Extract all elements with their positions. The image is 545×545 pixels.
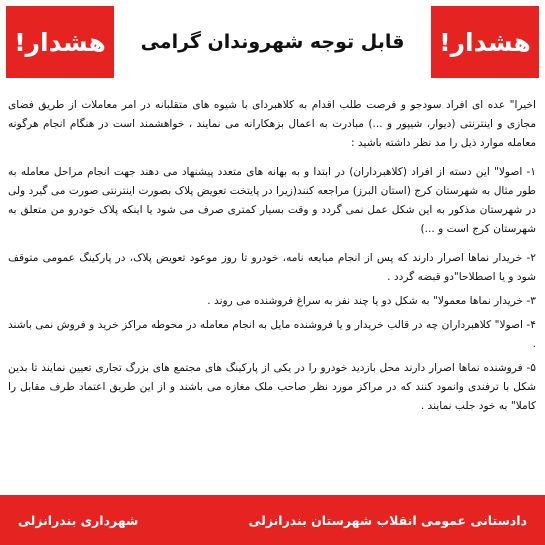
item-3: ۳- خریدار نماها معمولا" به شکل دو یا چند نفر به سراغ فروشنده می روند .: [207, 295, 536, 307]
item-4: ۴- اصولا" کلاهبرداران چه در قالب خریدار و یا فروشنده مایل به انجام معامله در محوطه مراکز خرید و فروش نمی باشند .: [8, 319, 536, 350]
warning-badge-left: هشدار!: [6, 6, 114, 78]
intro-paragraph: اخیرا" عده ای افراد سودجو و فرصت طلب اقدام به کلاهبردای با شیوه های متقلبانه در امر معاملات از طریق فضای مجازی و اینترنتی (دیوار، شیپور و ...) مبادرت به اعمال بزهکارانه می نمایند ، خواهشمند است در هنگام انجام هرگونه معامله موارد ذیل را مد نظر داشته باشید :: [8, 99, 536, 149]
footer-prosecutor: دادستانی عمومی انقلاب شهرستان بندرانزلی: [248, 512, 527, 528]
footer-bar: [0, 495, 545, 545]
item-5: ۵- فروشنده نماها اصرار دارند محل بازدید خودرو را در یکی از پارکینگ های مجتمع های بزرگ تجاری تعیین نمایند تا بدین شکل با ترفندی وانمود کنند که در مراکز مورد نظر صاحب ملک مغازه می باشند و از این طریق اعتماد طرف مقابل را کاملا" به خود جلب نمایند .: [8, 362, 536, 412]
notice-body: [8, 96, 536, 488]
warning-badge-right: هشدار!: [431, 6, 539, 78]
footer-municipality: شهرداری بندرانزلی: [18, 512, 139, 528]
notice-title: قابل توجه شهروندان گرامی: [140, 31, 405, 53]
item-1: ۱- اصولا" این دسته از افراد (کلاهبرداران) در ابتدا و به بهانه های متعدد پیشنهاد می دهند جهت انجام مراحل معامله به طور مثال به شهرستان کرج (استان البرز) مراجعه کنند(زیرا در پایتخت تعویض پلاک بصورت اینترنتی صورت می گیرد ولی در شهرستان مذکور به این شکل عمل نمی گردد و وقت بسیار کمتری صرف می شود یا اینکه پلاک خودرو من متعلق به شهرستان کرج است و ...): [8, 166, 536, 235]
item-2: ۲- خریدار نماها اصرار دارند که پس از انجام مبایعه نامه، خودرو تا روز موعود تعویض پلاک، در پارکینگ عمومی متوقف شود و یا اصطلاحا"دو قبضه گردد .: [8, 252, 536, 283]
